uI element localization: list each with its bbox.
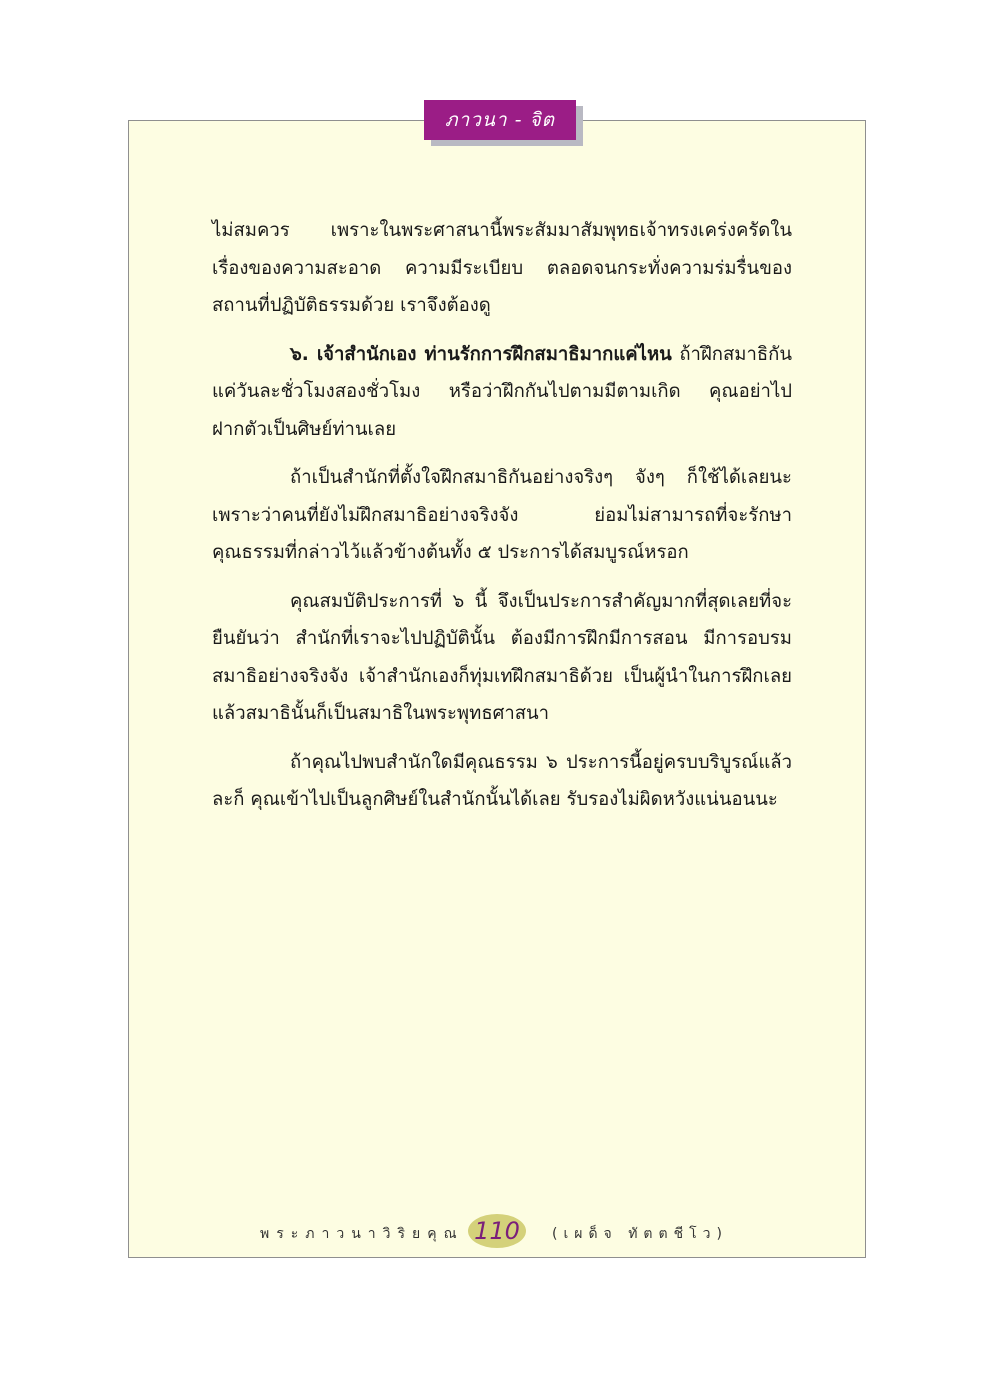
paragraph-2-heading: ๖. เจ้าสำนักเอง ท่านรักการฝึกสมาธิมากแค่ไหน bbox=[290, 343, 672, 365]
paragraph-5: ถ้าคุณไปพบสำนักใดมีคุณธรรม ๖ ประการนี้อยู่ครบบริบูรณ์แล้วละก็ คุณเข้าไปเป็นลูกศิษย์ในสำนักนั้นได้เลย รับรองไม่ผิดหวังแน่นอนนะ bbox=[212, 751, 792, 810]
paragraph-1: ไม่สมควร เพราะในพระศาสนานี้พระสัมมาสัมพุทธเจ้าทรงเคร่งครัดในเรื่องของความสะอาด ความมีระเบียบ ตลอดจนกระทั่งความร่มรื่นของสถานที่ปฏิบัติธรรมด้วย เราจึงต้องดู bbox=[212, 220, 792, 316]
paragraph-3: ถ้าเป็นสำนักที่ตั้งใจฝึกสมาธิกันอย่างจริงๆ จังๆ ก็ใช้ได้เลยนะ เพราะว่าคนที่ยังไม่ฝึกสมาธิอย่างจริงจัง ย่อมไม่สามารถที่จะรักษาคุณธรรมที่กล่าวไว้แล้วข้างต้นทั้ง ๕ ประการได้สมบูรณ์หรอก bbox=[212, 467, 792, 563]
footer-author: (เผด็จ ทัตตชีโว) bbox=[552, 1226, 728, 1242]
body-text bbox=[212, 212, 792, 830]
paragraph-2 bbox=[212, 336, 792, 449]
paragraph-2-text: ถ้าฝึกสมาธิกันแค่วันละชั่วโมงสองชั่วโมง หรือว่าฝึกกันไปตามมีตามเกิด คุณอย่าไปฝากตัวเป็นศิษย์ท่านเลย bbox=[212, 343, 792, 440]
page-number-badge: 110 bbox=[468, 1214, 526, 1248]
page-footer bbox=[250, 1210, 750, 1258]
footer-book-title: พระภาวนาวิริยคุณ bbox=[260, 1226, 464, 1242]
section-tab: ภาวนา - จิต bbox=[424, 100, 576, 140]
paragraph-4: คุณสมบัติประการที่ ๖ นี้ จึงเป็นประการสำคัญมากที่สุดเลยที่จะยืนยันว่า สำนักที่เราจะไปปฏิบัตินั้น ต้องมีการฝึกมีการสอน มีการอบรมสมาธิอย่างจริงจัง เจ้าสำนักเองก็ทุ่มเทฝึกสมาธิด้วย เป็นผู้นำในการฝึกเลย แล้วสมาธินั้นก็เป็นสมาธิในพระพุทธศาสนา bbox=[212, 590, 792, 724]
